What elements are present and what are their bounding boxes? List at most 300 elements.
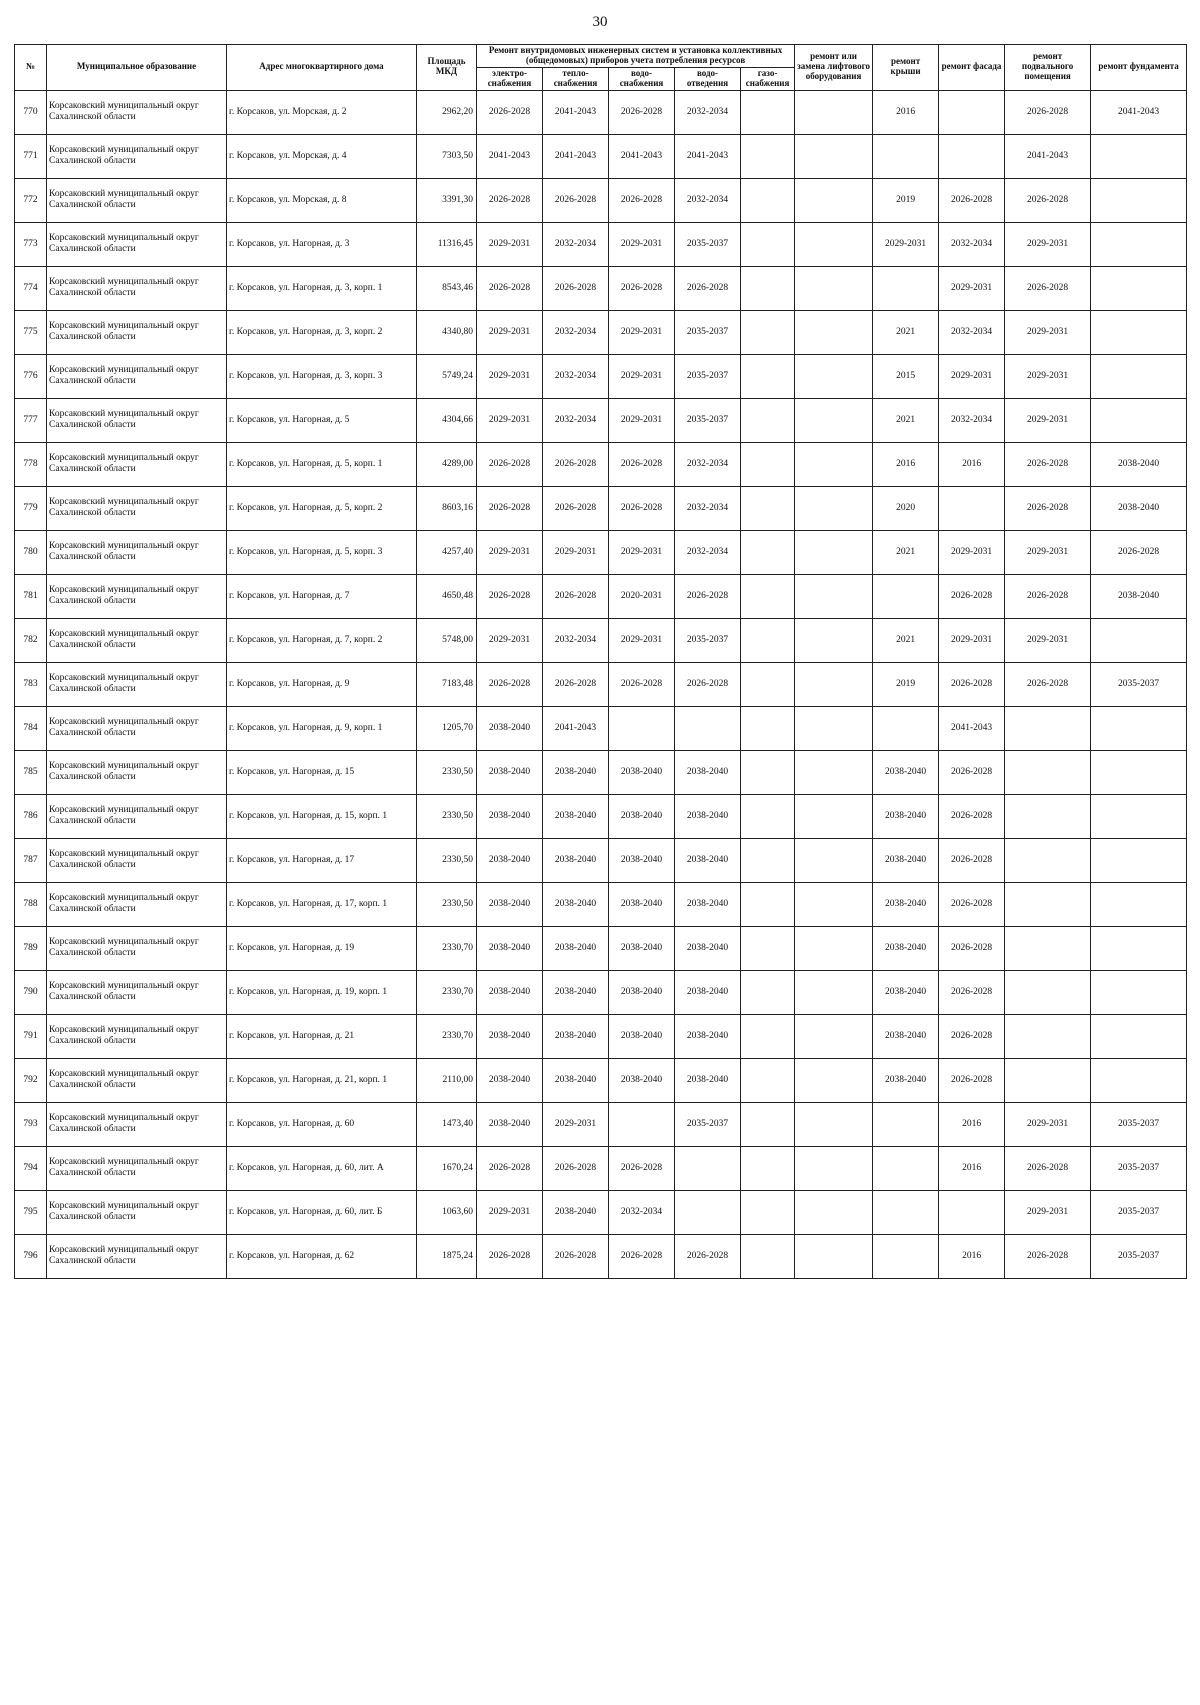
cell-municipality: Корсаковский муниципальный округ Сахалинской области — [47, 442, 227, 486]
cell-heat: 2026-2028 — [543, 178, 609, 222]
cell-municipality: Корсаковский муниципальный округ Сахалинской области — [47, 1146, 227, 1190]
cell-area: 3391,30 — [417, 178, 477, 222]
cell-heat: 2041-2043 — [543, 90, 609, 134]
cell-num: 775 — [15, 310, 47, 354]
cell-area: 7303,50 — [417, 134, 477, 178]
cell-gas — [741, 1190, 795, 1234]
cell-facade: 2029-2031 — [939, 618, 1005, 662]
cell-num: 791 — [15, 1014, 47, 1058]
cell-sewer: 2041-2043 — [675, 134, 741, 178]
cell-lift — [795, 1014, 873, 1058]
cell-heat: 2026-2028 — [543, 574, 609, 618]
cell-municipality: Корсаковский муниципальный округ Сахалинской области — [47, 1234, 227, 1278]
cell-basement — [1005, 838, 1091, 882]
cell-water: 2026-2028 — [609, 1146, 675, 1190]
cell-municipality: Корсаковский муниципальный округ Сахалинской области — [47, 178, 227, 222]
cell-foundation — [1091, 398, 1187, 442]
cell-sewer: 2035-2037 — [675, 354, 741, 398]
cell-address: г. Корсаков, ул. Нагорная, д. 17 — [227, 838, 417, 882]
cell-gas — [741, 750, 795, 794]
cell-gas — [741, 662, 795, 706]
cell-electro: 2038-2040 — [477, 838, 543, 882]
cell-foundation — [1091, 618, 1187, 662]
table-row — [15, 486, 1187, 530]
cell-sewer: 2038-2040 — [675, 1014, 741, 1058]
cell-water: 2032-2034 — [609, 1190, 675, 1234]
cell-electro: 2029-2031 — [477, 618, 543, 662]
table-row — [15, 266, 1187, 310]
cell-area: 2330,70 — [417, 926, 477, 970]
cell-roof: 2038-2040 — [873, 882, 939, 926]
cell-area: 2110,00 — [417, 1058, 477, 1102]
cell-roof: 2029-2031 — [873, 222, 939, 266]
cell-water: 2020-2031 — [609, 574, 675, 618]
cell-foundation: 2026-2028 — [1091, 530, 1187, 574]
cell-electro: 2026-2028 — [477, 574, 543, 618]
cell-sewer: 2038-2040 — [675, 882, 741, 926]
cell-water: 2029-2031 — [609, 398, 675, 442]
header-electro: электро-снабжения — [477, 67, 543, 90]
cell-sewer: 2032-2034 — [675, 486, 741, 530]
cell-area: 4340,80 — [417, 310, 477, 354]
cell-facade: 2026-2028 — [939, 838, 1005, 882]
cell-basement: 2026-2028 — [1005, 1146, 1091, 1190]
cell-electro: 2026-2028 — [477, 1234, 543, 1278]
cell-sewer — [675, 1190, 741, 1234]
cell-facade: 2026-2028 — [939, 178, 1005, 222]
cell-area: 2330,50 — [417, 838, 477, 882]
cell-lift — [795, 926, 873, 970]
cell-foundation: 2035-2037 — [1091, 1146, 1187, 1190]
header-water: водо-снабжения — [609, 67, 675, 90]
cell-water: 2026-2028 — [609, 1234, 675, 1278]
cell-foundation — [1091, 1014, 1187, 1058]
cell-lift — [795, 662, 873, 706]
cell-lift — [795, 1146, 873, 1190]
cell-area: 5748,00 — [417, 618, 477, 662]
cell-basement: 2029-2031 — [1005, 1190, 1091, 1234]
cell-gas — [741, 882, 795, 926]
cell-facade: 2029-2031 — [939, 354, 1005, 398]
cell-lift — [795, 882, 873, 926]
cell-num: 780 — [15, 530, 47, 574]
cell-address: г. Корсаков, ул. Нагорная, д. 7 — [227, 574, 417, 618]
cell-municipality: Корсаковский муниципальный округ Сахалинской области — [47, 398, 227, 442]
cell-facade: 2041-2043 — [939, 706, 1005, 750]
cell-area: 5749,24 — [417, 354, 477, 398]
cell-basement: 2026-2028 — [1005, 574, 1091, 618]
cell-area: 2330,50 — [417, 882, 477, 926]
document-table-wrapper — [14, 44, 1186, 1279]
cell-area: 2330,50 — [417, 750, 477, 794]
cell-electro: 2029-2031 — [477, 222, 543, 266]
cell-water: 2038-2040 — [609, 794, 675, 838]
header-address: Адрес многоквартирного дома — [227, 45, 417, 91]
table-row — [15, 134, 1187, 178]
cell-address: г. Корсаков, ул. Нагорная, д. 3, корп. 1 — [227, 266, 417, 310]
cell-num: 779 — [15, 486, 47, 530]
cell-facade: 2029-2031 — [939, 266, 1005, 310]
cell-address: г. Корсаков, ул. Морская, д. 4 — [227, 134, 417, 178]
cell-heat: 2041-2043 — [543, 134, 609, 178]
cell-heat: 2038-2040 — [543, 1014, 609, 1058]
cell-foundation — [1091, 134, 1187, 178]
cell-basement: 2029-2031 — [1005, 354, 1091, 398]
cell-address: г. Корсаков, ул. Морская, д. 8 — [227, 178, 417, 222]
cell-water: 2026-2028 — [609, 90, 675, 134]
cell-heat: 2029-2031 — [543, 1102, 609, 1146]
cell-heat: 2032-2034 — [543, 354, 609, 398]
cell-address: г. Корсаков, ул. Нагорная, д. 17, корп. 1 — [227, 882, 417, 926]
header-roof: ремонт крыши — [873, 45, 939, 91]
header-foundation: ремонт фундамента — [1091, 45, 1187, 91]
table-row — [15, 1190, 1187, 1234]
cell-lift — [795, 618, 873, 662]
cell-facade: 2026-2028 — [939, 750, 1005, 794]
cell-water: 2026-2028 — [609, 486, 675, 530]
cell-foundation: 2035-2037 — [1091, 1234, 1187, 1278]
table-row — [15, 838, 1187, 882]
cell-roof — [873, 134, 939, 178]
cell-gas — [741, 1234, 795, 1278]
cell-address: г. Корсаков, ул. Нагорная, д. 9, корп. 1 — [227, 706, 417, 750]
cell-basement: 2026-2028 — [1005, 266, 1091, 310]
cell-municipality: Корсаковский муниципальный округ Сахалинской области — [47, 750, 227, 794]
cell-electro: 2038-2040 — [477, 750, 543, 794]
cell-num: 787 — [15, 838, 47, 882]
cell-electro: 2029-2031 — [477, 310, 543, 354]
cell-electro: 2026-2028 — [477, 1146, 543, 1190]
cell-water — [609, 706, 675, 750]
cell-basement — [1005, 750, 1091, 794]
cell-address: г. Корсаков, ул. Нагорная, д. 15 — [227, 750, 417, 794]
cell-sewer — [675, 706, 741, 750]
cell-area: 1670,24 — [417, 1146, 477, 1190]
cell-foundation — [1091, 266, 1187, 310]
cell-sewer: 2035-2037 — [675, 398, 741, 442]
cell-sewer: 2026-2028 — [675, 1234, 741, 1278]
cell-gas — [741, 1146, 795, 1190]
cell-gas — [741, 398, 795, 442]
cell-roof — [873, 1190, 939, 1234]
cell-foundation — [1091, 222, 1187, 266]
cell-num: 784 — [15, 706, 47, 750]
cell-area: 8603,16 — [417, 486, 477, 530]
cell-electro: 2038-2040 — [477, 706, 543, 750]
cell-gas — [741, 1058, 795, 1102]
cell-basement — [1005, 1014, 1091, 1058]
cell-sewer: 2038-2040 — [675, 970, 741, 1014]
cell-lift — [795, 574, 873, 618]
cell-area: 2330,70 — [417, 1014, 477, 1058]
cell-municipality: Корсаковский муниципальный округ Сахалинской области — [47, 1102, 227, 1146]
cell-roof: 2021 — [873, 310, 939, 354]
cell-heat: 2032-2034 — [543, 222, 609, 266]
header-heat: тепло-снабжения — [543, 67, 609, 90]
cell-roof: 2019 — [873, 178, 939, 222]
cell-foundation — [1091, 178, 1187, 222]
cell-electro: 2029-2031 — [477, 398, 543, 442]
cell-basement: 2029-2031 — [1005, 1102, 1091, 1146]
cell-sewer: 2038-2040 — [675, 926, 741, 970]
cell-area: 4289,00 — [417, 442, 477, 486]
cell-area: 4304,66 — [417, 398, 477, 442]
cell-roof — [873, 574, 939, 618]
header-num: № — [15, 45, 47, 91]
header-area: Площадь МКД — [417, 45, 477, 91]
cell-lift — [795, 310, 873, 354]
cell-roof: 2016 — [873, 442, 939, 486]
cell-municipality: Корсаковский муниципальный округ Сахалинской области — [47, 354, 227, 398]
cell-lift — [795, 90, 873, 134]
cell-gas — [741, 266, 795, 310]
cell-municipality: Корсаковский муниципальный округ Сахалинской области — [47, 662, 227, 706]
table-row — [15, 706, 1187, 750]
cell-electro: 2026-2028 — [477, 486, 543, 530]
cell-water: 2038-2040 — [609, 1014, 675, 1058]
cell-gas — [741, 90, 795, 134]
overhaul-schedule-table — [14, 44, 1187, 1279]
cell-sewer: 2032-2034 — [675, 90, 741, 134]
cell-num: 793 — [15, 1102, 47, 1146]
cell-foundation: 2041-2043 — [1091, 90, 1187, 134]
cell-foundation: 2035-2037 — [1091, 1190, 1187, 1234]
cell-heat: 2026-2028 — [543, 1234, 609, 1278]
table-row — [15, 926, 1187, 970]
table-row — [15, 442, 1187, 486]
cell-roof: 2020 — [873, 486, 939, 530]
cell-basement: 2029-2031 — [1005, 618, 1091, 662]
cell-electro: 2026-2028 — [477, 178, 543, 222]
cell-area: 1875,24 — [417, 1234, 477, 1278]
cell-electro: 2038-2040 — [477, 1102, 543, 1146]
cell-area: 11316,45 — [417, 222, 477, 266]
cell-heat: 2041-2043 — [543, 706, 609, 750]
cell-gas — [741, 442, 795, 486]
cell-num: 776 — [15, 354, 47, 398]
cell-water: 2038-2040 — [609, 750, 675, 794]
cell-address: г. Корсаков, ул. Нагорная, д. 9 — [227, 662, 417, 706]
cell-water: 2026-2028 — [609, 266, 675, 310]
cell-water: 2038-2040 — [609, 838, 675, 882]
cell-sewer — [675, 1146, 741, 1190]
cell-gas — [741, 178, 795, 222]
cell-gas — [741, 486, 795, 530]
header-basement: ремонт подвального помещения — [1005, 45, 1091, 91]
cell-facade: 2026-2028 — [939, 1058, 1005, 1102]
cell-foundation: 2038-2040 — [1091, 442, 1187, 486]
cell-facade: 2032-2034 — [939, 310, 1005, 354]
cell-roof — [873, 1102, 939, 1146]
cell-gas — [741, 970, 795, 1014]
cell-facade: 2016 — [939, 1146, 1005, 1190]
cell-num: 788 — [15, 882, 47, 926]
cell-num: 783 — [15, 662, 47, 706]
cell-sewer: 2035-2037 — [675, 618, 741, 662]
cell-num: 794 — [15, 1146, 47, 1190]
cell-lift — [795, 486, 873, 530]
cell-lift — [795, 178, 873, 222]
cell-gas — [741, 1102, 795, 1146]
cell-lift — [795, 1102, 873, 1146]
table-row — [15, 530, 1187, 574]
cell-electro: 2026-2028 — [477, 662, 543, 706]
table-row — [15, 970, 1187, 1014]
table-row — [15, 90, 1187, 134]
table-row — [15, 1146, 1187, 1190]
cell-num: 796 — [15, 1234, 47, 1278]
cell-lift — [795, 222, 873, 266]
cell-roof: 2019 — [873, 662, 939, 706]
cell-basement: 2029-2031 — [1005, 310, 1091, 354]
cell-facade: 2032-2034 — [939, 398, 1005, 442]
cell-sewer: 2038-2040 — [675, 750, 741, 794]
header-facade: ремонт фасада — [939, 45, 1005, 91]
cell-facade: 2029-2031 — [939, 530, 1005, 574]
cell-water: 2029-2031 — [609, 530, 675, 574]
cell-gas — [741, 222, 795, 266]
cell-lift — [795, 970, 873, 1014]
cell-sewer: 2032-2034 — [675, 442, 741, 486]
cell-roof: 2021 — [873, 618, 939, 662]
cell-area: 7183,48 — [417, 662, 477, 706]
cell-sewer: 2026-2028 — [675, 266, 741, 310]
table-row — [15, 354, 1187, 398]
cell-municipality: Корсаковский муниципальный округ Сахалинской области — [47, 926, 227, 970]
cell-num: 774 — [15, 266, 47, 310]
cell-gas — [741, 530, 795, 574]
cell-gas — [741, 574, 795, 618]
cell-lift — [795, 442, 873, 486]
cell-water: 2038-2040 — [609, 882, 675, 926]
cell-num: 790 — [15, 970, 47, 1014]
cell-electro: 2029-2031 — [477, 354, 543, 398]
table-row — [15, 750, 1187, 794]
cell-basement: 2026-2028 — [1005, 90, 1091, 134]
cell-water — [609, 1102, 675, 1146]
cell-address: г. Корсаков, ул. Нагорная, д. 7, корп. 2 — [227, 618, 417, 662]
cell-basement: 2041-2043 — [1005, 134, 1091, 178]
cell-num: 778 — [15, 442, 47, 486]
cell-facade: 2026-2028 — [939, 926, 1005, 970]
cell-heat: 2038-2040 — [543, 750, 609, 794]
cell-num: 781 — [15, 574, 47, 618]
cell-water: 2029-2031 — [609, 618, 675, 662]
cell-municipality: Корсаковский муниципальный округ Сахалинской области — [47, 266, 227, 310]
cell-address: г. Корсаков, ул. Нагорная, д. 19, корп. 1 — [227, 970, 417, 1014]
cell-electro: 2038-2040 — [477, 1058, 543, 1102]
cell-area: 2330,70 — [417, 970, 477, 1014]
table-row — [15, 310, 1187, 354]
cell-gas — [741, 310, 795, 354]
cell-water: 2029-2031 — [609, 354, 675, 398]
cell-electro: 2026-2028 — [477, 266, 543, 310]
cell-basement — [1005, 1058, 1091, 1102]
cell-foundation: 2038-2040 — [1091, 486, 1187, 530]
cell-basement: 2029-2031 — [1005, 530, 1091, 574]
cell-heat: 2026-2028 — [543, 662, 609, 706]
cell-roof — [873, 266, 939, 310]
cell-sewer: 2026-2028 — [675, 574, 741, 618]
cell-facade: 2026-2028 — [939, 574, 1005, 618]
table-row — [15, 618, 1187, 662]
cell-facade: 2032-2034 — [939, 222, 1005, 266]
header-gas: газо-снабжения — [741, 67, 795, 90]
cell-water: 2029-2031 — [609, 310, 675, 354]
cell-electro: 2038-2040 — [477, 1014, 543, 1058]
cell-water: 2029-2031 — [609, 222, 675, 266]
cell-num: 792 — [15, 1058, 47, 1102]
cell-facade: 2016 — [939, 1102, 1005, 1146]
cell-water: 2038-2040 — [609, 1058, 675, 1102]
cell-facade — [939, 90, 1005, 134]
cell-roof: 2038-2040 — [873, 1014, 939, 1058]
cell-heat: 2038-2040 — [543, 926, 609, 970]
cell-foundation — [1091, 970, 1187, 1014]
cell-lift — [795, 134, 873, 178]
cell-sewer: 2035-2037 — [675, 222, 741, 266]
cell-basement: 2026-2028 — [1005, 442, 1091, 486]
cell-roof: 2038-2040 — [873, 1058, 939, 1102]
cell-municipality: Корсаковский муниципальный округ Сахалинской области — [47, 882, 227, 926]
page-number: 30 — [592, 14, 608, 30]
header-lift: ремонт или замена лифтового оборудования — [795, 45, 873, 91]
cell-sewer: 2035-2037 — [675, 310, 741, 354]
cell-foundation — [1091, 1058, 1187, 1102]
cell-num: 795 — [15, 1190, 47, 1234]
table-body — [15, 90, 1187, 1278]
cell-roof — [873, 706, 939, 750]
header-sewer: водо-отведения — [675, 67, 741, 90]
cell-address: г. Корсаков, ул. Нагорная, д. 60, лит. Б — [227, 1190, 417, 1234]
cell-heat: 2038-2040 — [543, 882, 609, 926]
header-municipality: Муниципальное образование — [47, 45, 227, 91]
cell-gas — [741, 354, 795, 398]
cell-heat: 2038-2040 — [543, 794, 609, 838]
cell-address: г. Корсаков, ул. Нагорная, д. 5 — [227, 398, 417, 442]
cell-basement: 2026-2028 — [1005, 1234, 1091, 1278]
cell-facade: 2026-2028 — [939, 970, 1005, 1014]
cell-water: 2038-2040 — [609, 970, 675, 1014]
cell-num: 789 — [15, 926, 47, 970]
cell-electro: 2038-2040 — [477, 970, 543, 1014]
cell-gas — [741, 618, 795, 662]
cell-area: 2330,50 — [417, 794, 477, 838]
cell-gas — [741, 1014, 795, 1058]
cell-area: 2962,20 — [417, 90, 477, 134]
cell-facade — [939, 486, 1005, 530]
cell-lift — [795, 838, 873, 882]
cell-facade — [939, 134, 1005, 178]
cell-area: 1473,40 — [417, 1102, 477, 1146]
cell-facade: 2016 — [939, 1234, 1005, 1278]
cell-municipality: Корсаковский муниципальный округ Сахалинской области — [47, 222, 227, 266]
cell-sewer: 2035-2037 — [675, 1102, 741, 1146]
cell-municipality: Корсаковский муниципальный округ Сахалинской области — [47, 1190, 227, 1234]
cell-area: 1205,70 — [417, 706, 477, 750]
cell-heat: 2026-2028 — [543, 266, 609, 310]
cell-area: 8543,46 — [417, 266, 477, 310]
cell-foundation — [1091, 750, 1187, 794]
cell-municipality: Корсаковский муниципальный округ Сахалинской области — [47, 706, 227, 750]
table-row — [15, 662, 1187, 706]
cell-address: г. Корсаков, ул. Нагорная, д. 5, корп. 2 — [227, 486, 417, 530]
cell-gas — [741, 838, 795, 882]
cell-sewer: 2038-2040 — [675, 838, 741, 882]
cell-address: г. Корсаков, ул. Нагорная, д. 21, корп. 1 — [227, 1058, 417, 1102]
cell-address: г. Корсаков, ул. Нагорная, д. 3 — [227, 222, 417, 266]
cell-facade: 2026-2028 — [939, 662, 1005, 706]
